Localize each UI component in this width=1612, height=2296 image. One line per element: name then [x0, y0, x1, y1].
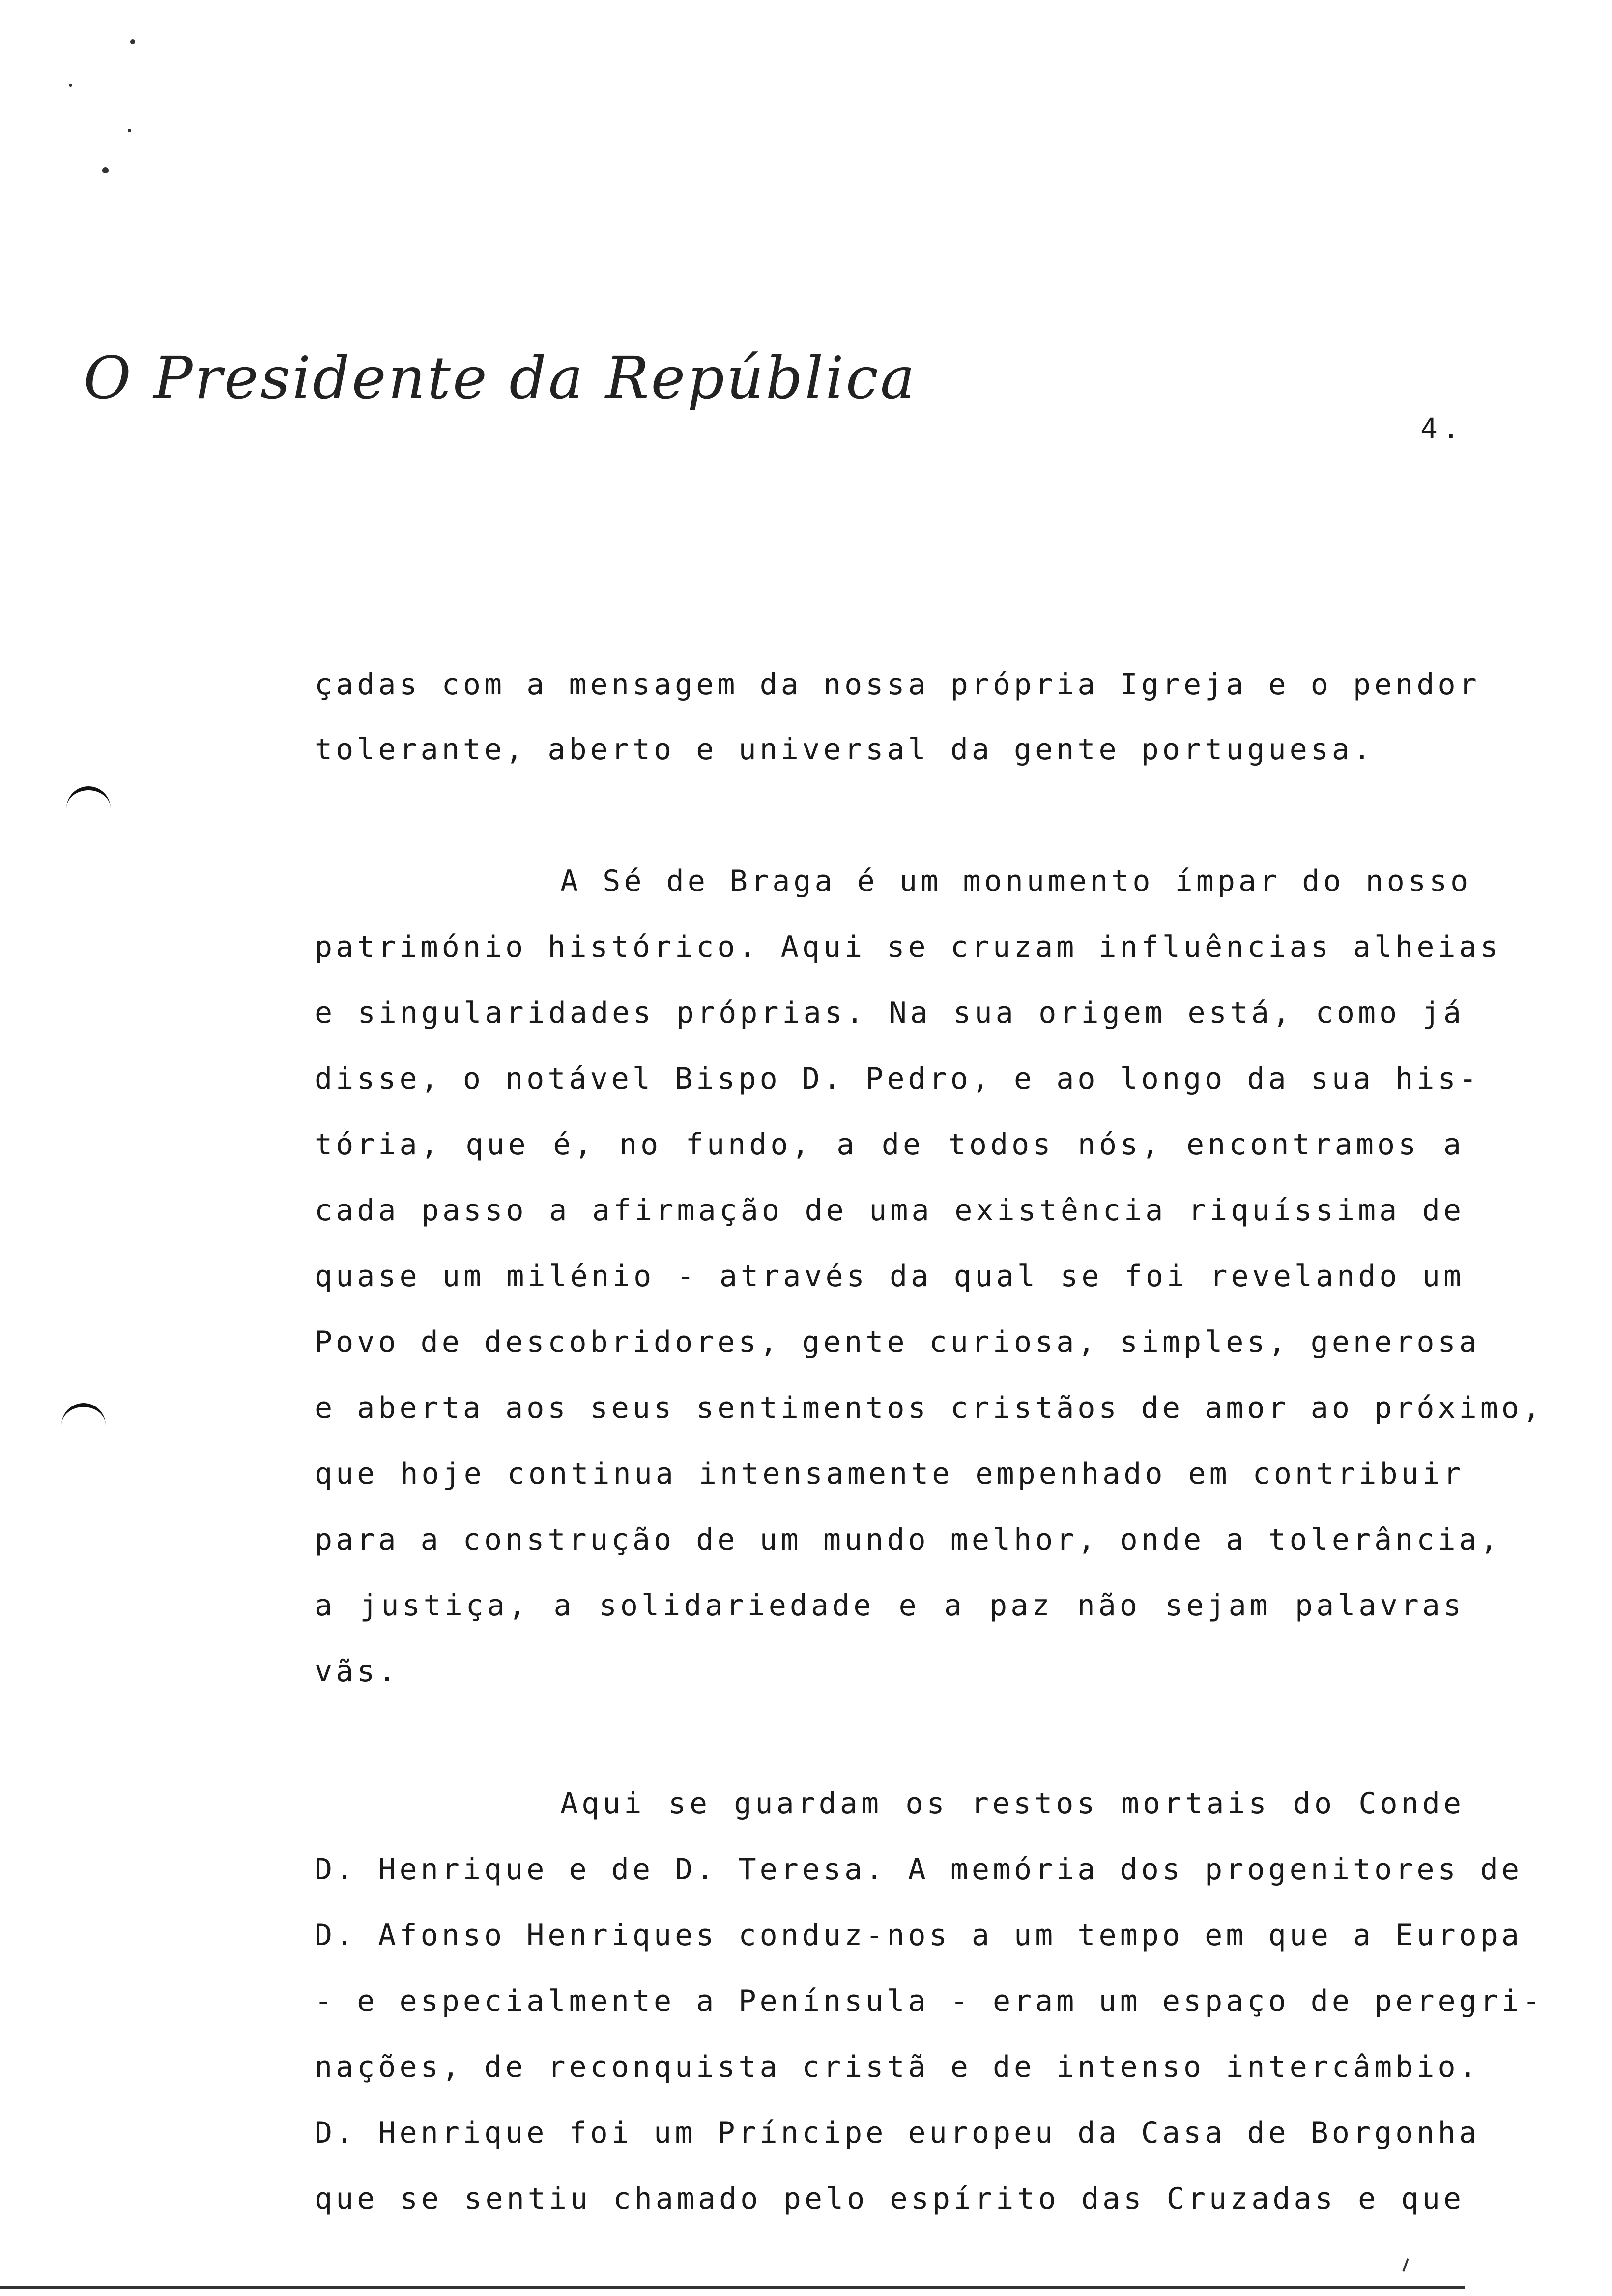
text-line: - e especialmente a Península - eram um espaço de peregri- — [315, 1984, 1544, 2018]
text-line: Aqui se guardam os restos mortais do Conde — [560, 1786, 1465, 1821]
scan-dot — [130, 39, 135, 44]
text-line: tolerante, aberto e universal da gente portuguesa. — [315, 732, 1375, 767]
margin-mark — [66, 786, 111, 810]
text-line: e singularidades próprias. Na sua origem está, como já — [315, 996, 1465, 1030]
text-line: nações, de reconquista cristã e de intenso intercâmbio. — [315, 2050, 1480, 2084]
scan-dot — [69, 84, 72, 87]
scan-dot — [128, 129, 131, 132]
margin-mark — [61, 1403, 106, 1427]
letterhead: O Presidente da República — [84, 344, 917, 412]
text-line: a justiça, a solidariedade e a paz não sejam palavras — [315, 1588, 1465, 1623]
page-edge-rule — [0, 2286, 1465, 2289]
scan-mark — [1402, 2258, 1409, 2272]
text-line: quase um milénio - através da qual se foi revelando um — [315, 1259, 1465, 1293]
text-line: D. Henrique e de D. Teresa. A memória dos progenitores de — [315, 1852, 1523, 1887]
page-number: 4. — [1420, 412, 1465, 445]
text-line: A Sé de Braga é um monumento ímpar do nosso — [560, 864, 1472, 898]
text-line: património histórico. Aqui se cruzam influências alheias — [315, 930, 1501, 964]
text-line: cada passo a afirmação de uma existência riquíssima de — [315, 1193, 1465, 1228]
text-line: Povo de descobridores, gente curiosa, simples, generosa — [315, 1325, 1480, 1359]
text-line: que se sentiu chamado pelo espírito das Cruzadas e que — [315, 2181, 1465, 2216]
text-line: disse, o notável Bispo D. Pedro, e ao longo da sua his- — [315, 1062, 1480, 1096]
text-line: vãs. — [315, 1654, 400, 1689]
text-line: D. Henrique foi um Príncipe europeu da Casa de Borgonha — [315, 2116, 1480, 2150]
text-line: para a construção de um mundo melhor, onde a tolerância, — [315, 1522, 1501, 1557]
text-line: que hoje continua intensamente empenhado em contribuir — [315, 1457, 1465, 1491]
text-line: tória, que é, no fundo, a de todos nós, encontramos a — [315, 1127, 1465, 1162]
text-line: çadas com a mensagem da nossa própria Igreja e o pendor — [315, 667, 1480, 702]
scan-dot — [102, 167, 109, 173]
text-line: e aberta aos seus sentimentos cristãos de amor ao próximo, — [315, 1391, 1544, 1425]
text-line: D. Afonso Henriques conduz-nos a um tempo em que a Europa — [315, 1918, 1523, 1952]
